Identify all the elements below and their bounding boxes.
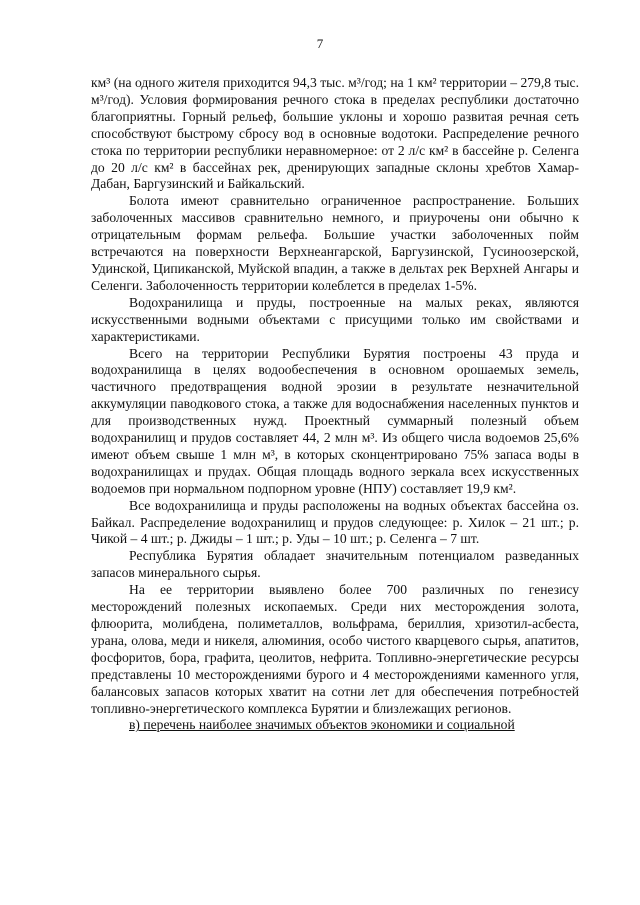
paragraph-reservoirs-count: Всего на территории Республики Бурятия построены 43 пруда и водохранилища в целях водообеспечения в основном орошаемых земель, частичного предотвращения водной эрозии в результате незначительной аккумуляции паводкового стока, а также для водоснабжения населенных пунктов и для производственных нужд. Проектный суммарный полезный объем водохранилищ и прудов составляет 44, 2 млн м³. Из общего числа водоемов 25,6% имеют объем свыше 1 млн м³, в которых сконцентрировано 75% запаса воды в водохранилищах и прудах. Общая площадь водного зеркала всех искусственных водоемов при нормальном подпорном уровне (НПУ) составляет 19,9 км².: [91, 345, 579, 496]
section-heading: [91, 717, 579, 734]
section-heading-text: в) перечень наиболее значимых объектов экономики и социальной: [129, 717, 515, 733]
paragraph-swamps: Болота имеют сравнительно ограниченное распространение. Больших заболоченных массивов сравнительно немного, и приурочены они обычно к отрицательным формам рельефа. Большие участки заболоченных пойм встречаются на поверхности Верхнеангарской, Баргузинской, Гусиноозерской, Удинской, Ципиканской, Муйской впадин, а также в дельтах рек Верхней Ангары и Селенги. Заболоченность территории колеблется в пределах 1-5%.: [91, 193, 579, 293]
paragraph-reservoirs-intro: Водохранилища и пруды, построенные на малых реках, являются искусственными водными объектами с присущими только им свойствами и характеристиками.: [91, 294, 579, 344]
paragraph-reservoirs-distribution: Все водохранилища и пруды расположены на водных объектах бассейна оз. Байкал. Распределение водохранилищ и прудов следующее: р. Хилок – 21 шт.; р. Чикой – 4 шт.; р. Джиды – 1 шт.; р. Уды – 10 шт.; р. Селенга – 7 шт.: [91, 497, 579, 547]
paragraph-deposits: На ее территории выявлено более 700 различных по генезису месторождений полезных ископаемых. Среди них месторождения золота, флюорита, молибдена, полиметаллов, вольфрама, бериллия, хризотил-асбеста, урана, олова, меди и никеля, алюминия, особо чистого кварцевого сырья, апатитов, фосфоритов, бора, графита, цеолитов, нефрита. Топливно-энергетические ресурсы представлены 10 месторождениями бурого и 4 месторождениями каменного угля, балансовых запасов которых хватит на сотни лет для обеспечения потребностей топливно-энергетического комплекса Бурятии и близлежащих регионов.: [91, 582, 579, 716]
page-number: 7: [316, 36, 324, 51]
paragraph-mineral-potential: Республика Бурятия обладает значительным потенциалом разведанных запасов минерального сырья.: [91, 548, 579, 581]
page-body: [91, 75, 579, 734]
paragraph-water-runoff: км³ (на одного жителя приходится 94,3 тыс. м³/год; на 1 км² территории – 279,8 тыс. м³/год). Условия формирования речного стока в пределах республики достаточно благоприятны. Горный рельеф, большие уклоны и хорошо развитая речная сеть способствуют быстрому сбросу вод в основные водотоки. Распределение речного стока по территории республики неравномерное: от 2 л/с км² в бассейне р. Селенга до 20 л/с км² в бассейнах рек, дренирующих западные склоны хребтов Хамар-Дабан, Баргузинский и Байкальский.: [91, 75, 579, 192]
